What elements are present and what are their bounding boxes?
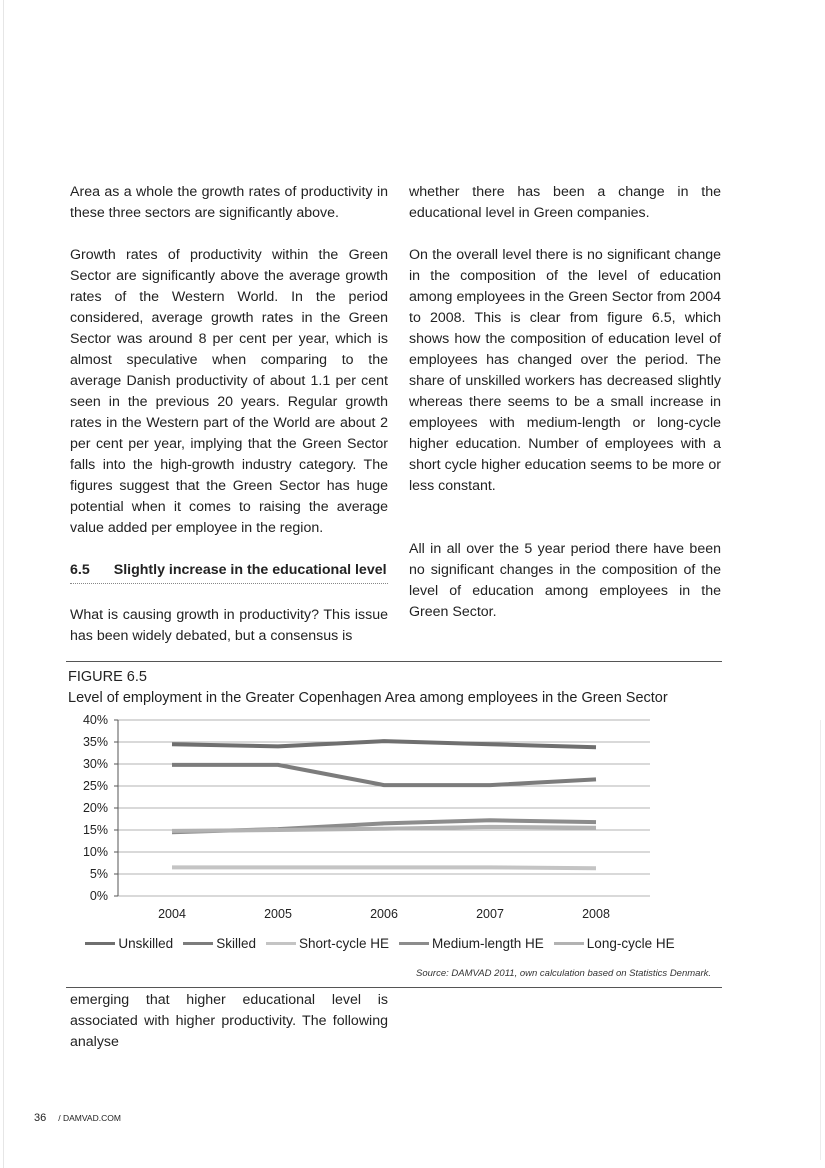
scan-edge-left	[3, 0, 4, 1168]
y-tick-label: 5%	[89, 867, 108, 881]
y-tick-label: 40%	[82, 713, 108, 727]
legend-item	[85, 936, 173, 951]
right-paragraph-1: whether there has been a change in the educational level in Green companies.	[409, 184, 721, 221]
figure-title: Level of employment in the Greater Copenhagen Area among employees in the Green Sector	[68, 690, 668, 706]
legend-label: Long-cycle HE	[586, 936, 675, 951]
legend-label: Short-cycle HE	[298, 936, 389, 951]
y-tick-label: 30%	[82, 757, 108, 771]
x-tick-label: 2004	[158, 907, 186, 921]
y-tick-label: 20%	[82, 801, 108, 815]
y-tick-label: 0%	[89, 889, 108, 903]
y-tick-label: 15%	[82, 823, 108, 837]
line-chart	[60, 712, 660, 932]
legend-swatch	[85, 942, 115, 945]
chart-legend	[100, 936, 675, 951]
series-line-short-cycle-he	[172, 867, 596, 868]
y-tick-label: 25%	[82, 779, 108, 793]
left-paragraph-3: What is causing growth in productivity? This issue has been widely debated, but a consensus is	[70, 607, 388, 644]
legend-swatch	[266, 942, 296, 945]
x-tick-label: 2007	[476, 907, 504, 921]
page-number: 36	[34, 1112, 47, 1124]
page-footer	[34, 1112, 121, 1124]
right-paragraph-2: On the overall level there is no significant change in the composition of the level of education among employees in the Green Sector from 2004 to 2008. This is clear from figure 6.5, which shows how the composition of education level of employees has changed over the period. The share of unskilled workers has decreased slightly whereas there seems to be a small increase in employees with medium-length or long-cycle higher education. Number of employees with a short cycle higher education seems to be more or less constant.	[409, 247, 721, 494]
x-tick-label: 2008	[582, 907, 610, 921]
series-line-skilled	[172, 765, 596, 785]
footer-site: / DAMVAD.COM	[58, 1113, 121, 1123]
section-heading	[70, 560, 388, 584]
x-tick-label: 2006	[370, 907, 398, 921]
legend-swatch	[183, 942, 213, 945]
left-paragraph-2: Growth rates of productivity within the Green Sector are significantly above the average growth rates of the Western World. In the period considered, average growth rates in the Green Sector was around 8 per cent per year, which is almost speculative when comparing to the average Danish productivity of about 1.1 per cent seen in the previous 20 years. Regular growth rates in the Western part of the World are about 2 per cent per year, implying that the Green Sector falls into the high-growth industry category. The figures suggest that the Green Sector has huge potential when it comes to raising the average value added per employee in the region.	[70, 247, 388, 536]
y-tick-label: 35%	[82, 735, 108, 749]
x-tick-label: 2005	[264, 907, 292, 921]
legend-item	[266, 936, 389, 951]
scan-edge-right	[820, 720, 821, 1160]
legend-item	[399, 936, 544, 951]
legend-item	[554, 936, 675, 951]
section-number: 6.5	[70, 562, 90, 578]
bottom-paragraph: emerging that higher educational level is associated with higher productivity. The following analyse	[70, 992, 388, 1050]
legend-item	[183, 936, 256, 951]
left-text-column	[70, 182, 388, 647]
figure-bottom-rule	[66, 987, 722, 988]
legend-swatch	[554, 942, 584, 945]
legend-label: Unskilled	[118, 936, 174, 951]
figure-label: FIGURE 6.5	[68, 669, 147, 685]
left-paragraph-1: Area as a whole the growth rates of productivity in these three sectors are significantly above.	[70, 184, 388, 221]
section-title: Slightly increase in the educational level	[113, 562, 387, 578]
y-tick-label: 10%	[82, 845, 108, 859]
figure-source: Source: DAMVAD 2011, own calculation based on Statistics Denmark.	[416, 968, 711, 979]
bottom-text-column	[70, 990, 388, 1053]
figure-top-rule	[66, 661, 722, 662]
legend-label: Medium-length HE	[432, 936, 544, 951]
legend-swatch	[399, 942, 429, 945]
legend-label: Skilled	[216, 936, 256, 951]
right-paragraph-3: All in all over the 5 year period there have been no significant changes in the composition of the level of education among employees in the Green Sector.	[409, 541, 721, 620]
right-text-column	[409, 182, 721, 623]
